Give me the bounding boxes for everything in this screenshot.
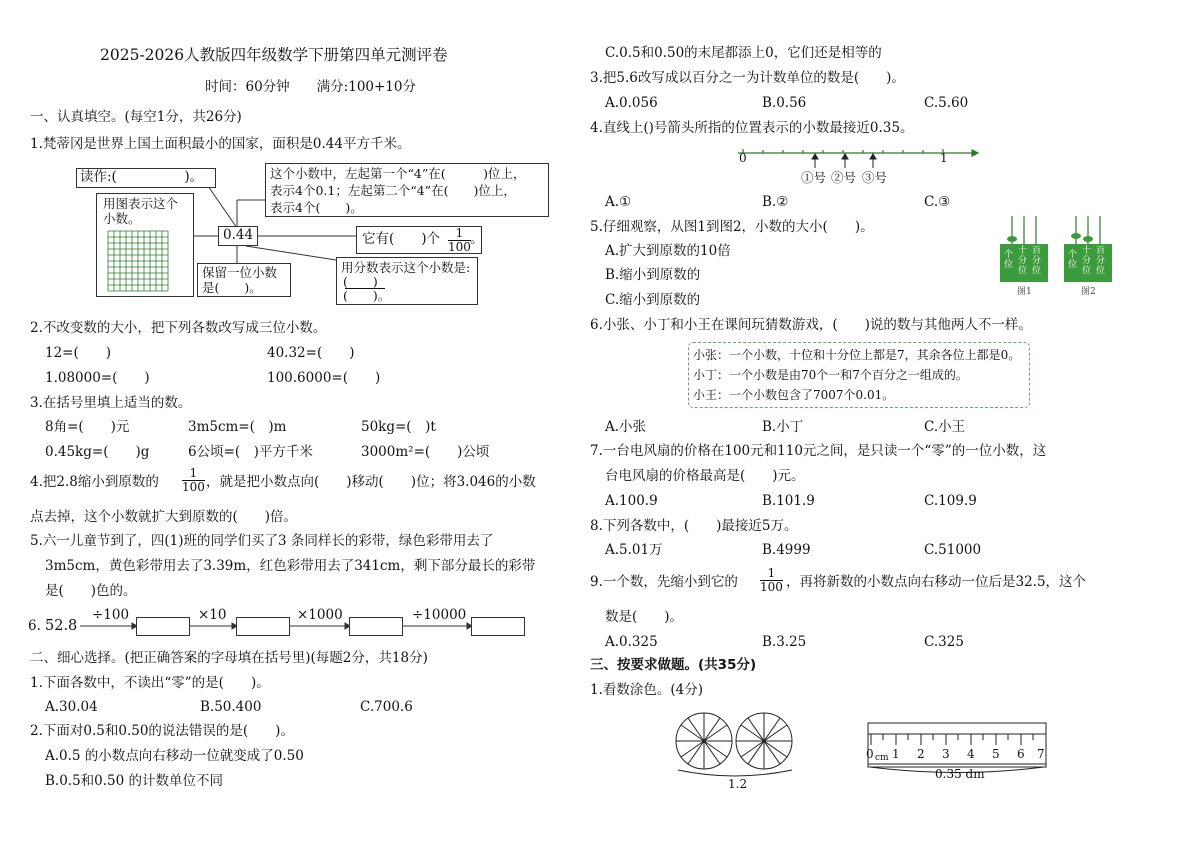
arrow-label-1: ①号 <box>801 170 827 185</box>
ruler-tick-7: 7 <box>1037 747 1045 761</box>
s2-q6-option-c: C.小王 <box>924 419 966 435</box>
q2-text: 2.不改变数的大小，把下列各数改写成三位小数。 <box>30 320 327 336</box>
s2-q7-option-c: C.109.9 <box>924 493 977 509</box>
s2-q9-part-1: 9.一个数，先缩小到它的 <box>590 574 738 590</box>
q3-text: 3.在括号里填上适当的数。 <box>30 395 192 411</box>
ruler-tick-4: 4 <box>967 747 975 761</box>
q4-part-2: ，就是把小数点向( )移动( )位；将3.046的小数 <box>206 474 536 490</box>
q2-item-1: 12=( ) <box>45 345 112 361</box>
q3-item-3: 50kg=( )t <box>361 419 436 435</box>
s2-q3-text: 3.把5.6改写成以百分之一为计数单位的数是( )。 <box>590 70 905 86</box>
statement-ding: 小丁：一个小数是由70个一和7个百分之一组成的。 <box>693 368 968 382</box>
s2-q8-option-a: A.5.01万 <box>605 542 663 558</box>
fraction-line-1: 用分数表示这个小数是: <box>341 260 471 275</box>
ruler-tick-2: 2 <box>917 747 925 761</box>
s2-q8-text: 8.下列各数中，( )最接近5万。 <box>590 518 798 534</box>
statement-wang: 小王：一个小数包含了7007个0.01。 <box>693 388 895 402</box>
q3-item-2: 3m5cm=( )m <box>188 419 287 435</box>
keep-line-2: 是( )。 <box>202 280 262 295</box>
arrow-label-3: ③号 <box>862 170 888 185</box>
s2-q3-option-c: C.5.60 <box>924 95 969 111</box>
abacus1-col-tenths: 十分位 <box>1018 246 1028 276</box>
q2-item-4: 100.6000=( ) <box>267 370 381 386</box>
s3-q1-text: 1.看数涂色。(4分) <box>590 682 704 698</box>
s2-q9-line-2: 数是( )。 <box>605 609 684 625</box>
q5-line-3: 是( )色的。 <box>45 583 137 599</box>
s2-q1-option-c: C.700.6 <box>360 699 413 715</box>
s2-q7-line-1: 7.一台电风扇的价格在100元和110元之间，是只读一个“零”的一位小数，这 <box>590 443 1047 459</box>
q2-item-2: 40.32=( ) <box>267 345 355 361</box>
s2-q1-option-b: B.50.400 <box>200 699 262 715</box>
abacus1-col-ones: 个位 <box>1004 250 1014 270</box>
section-3-heading: 三、按要求做题。(共35分) <box>590 657 757 673</box>
abacus2-col-hundredths: 百分位 <box>1096 246 1106 276</box>
read-text: 读作:( )。 <box>80 169 204 185</box>
s2-q6-option-b: B.小丁 <box>762 419 804 435</box>
s2-q9-option-c: C.325 <box>924 634 964 650</box>
s2-q1-text: 1.下面各数中，不读出“零”的是( )。 <box>30 675 270 691</box>
q6-op-4: ÷10000 <box>412 607 467 623</box>
s2-q7-line-2: 台电风扇的价格最高是( )元。 <box>605 468 805 484</box>
ruler-tick-5: 5 <box>992 747 1000 761</box>
digits-line-1: 这个小数中，左起第一个“4”在( )位上， <box>270 166 526 181</box>
fraction-numerator: ( ) <box>343 274 378 289</box>
fraction-denominator: ( )。 <box>343 288 391 303</box>
s2-q5-option-b: B.缩小到原数的 <box>605 267 701 283</box>
grid-label: 用图表示这个小数。 <box>103 196 179 226</box>
has-units-fraction: $\frac{1}{100}$ <box>448 226 471 254</box>
q3-item-5: 6公顷=( )平方千米 <box>188 444 313 460</box>
abacus-caption-2: 图2 <box>1081 287 1096 297</box>
s2-q4-option-b: B.② <box>762 194 789 210</box>
s2-q4-option-c: C.③ <box>924 194 951 210</box>
digits-line-2: 表示4个0.1；左起第二个“4”在( )位上， <box>270 183 516 198</box>
s2-q9-option-b: B.3.25 <box>762 634 807 650</box>
keep-line-1: 保留一位小数 <box>202 265 278 280</box>
q6-op-1: ÷100 <box>92 607 130 623</box>
ruler-tick-6: 6 <box>1017 747 1025 761</box>
s2-q5-option-c: C.缩小到原数的 <box>605 292 701 308</box>
s2-q2-option-a: A.0.5 的小数点向右移动一位就变成了0.50 <box>45 748 304 764</box>
s2-q3-option-a: A.0.056 <box>605 95 658 111</box>
has-units-text: 它有( )个 <box>362 231 441 247</box>
s2-q8-option-b: B.4999 <box>762 542 811 558</box>
q4-fraction: $\frac{1}{100}$ <box>182 466 205 494</box>
abacus2-col-tenths: 十分位 <box>1082 246 1092 276</box>
page-title: 2025-2026人教版四年级数学下册第四单元测评卷 <box>100 46 448 64</box>
abacus1-col-hundredths: 百分位 <box>1032 246 1042 276</box>
q3-item-4: 0.45kg=( )g <box>45 444 150 460</box>
s2-q4-text: 4.直线上()号箭头所指的位置表示的小数最接近0.35。 <box>590 120 914 136</box>
ruler-tick-0: 0 <box>866 747 874 761</box>
q4-part-1: 4.把2.8缩小到原数的 <box>30 474 159 490</box>
ruler-tick-3: 3 <box>942 747 950 761</box>
s2-q7-option-a: A.100.9 <box>605 493 658 509</box>
ruler-tick-1: 1 <box>892 747 900 761</box>
s2-q8-option-c: C.51000 <box>924 542 982 558</box>
circle-value-label: 1.2 <box>728 777 748 791</box>
ruler-unit: cm <box>875 753 889 763</box>
section-1-heading: 一、认真填空。(每空1分，共26分) <box>30 109 242 125</box>
abacus2-col-ones: 个位 <box>1068 250 1078 270</box>
q4-line-2: 点去掉，这个小数就扩大到原数的( )倍。 <box>30 509 298 525</box>
s2-q4-option-a: A.① <box>605 194 632 210</box>
s2-q9-option-a: A.0.325 <box>605 634 658 650</box>
q6-op-3: ×1000 <box>297 607 343 623</box>
s2-q2-text: 2.下面对0.5和0.50的说法错误的是( )。 <box>30 723 294 739</box>
s2-q7-option-b: B.101.9 <box>762 493 815 509</box>
section-2-heading: 二、细心选择。(把正确答案的字母填在括号里)(每题2分，共18分) <box>30 650 428 666</box>
number-line-zero: 0 <box>739 151 747 165</box>
q6-op-2: ×10 <box>198 607 227 623</box>
statement-zhang: 小张：一个小数，十位和十分位上都是7，其余各位上都是0。 <box>693 348 1021 362</box>
q2-item-3: 1.08000=( ) <box>45 370 150 386</box>
s2-q2-option-b: B.0.5和0.50 的计数单位不同 <box>45 773 224 789</box>
q5-line-1: 5.六一儿童节到了，四(1)班的同学们买了3 条同样长的彩带，绿色彩带用去了 <box>30 533 494 549</box>
s2-q5-text: 5.仔细观察，从图1到图2，小数的大小( )。 <box>590 219 874 235</box>
s2-q6-text: 6.小张、小丁和小王在课间玩猜数游戏，( )说的数与其他两人不一样。 <box>590 317 1032 333</box>
exam-info: 时间：60分钟 满分:100+10分 <box>205 79 416 95</box>
s2-q9-part-2: ，再将新数的小数点向右移动一位后是32.5，这个 <box>786 574 1087 590</box>
s2-q9-fraction: $\frac{1}{100}$ <box>760 566 783 594</box>
number-line-one: 1 <box>940 151 948 165</box>
s2-q6-option-a: A.小张 <box>605 419 647 435</box>
center-number: 0.44 <box>223 227 254 243</box>
q1-text: 1.梵蒂冈是世界上国土面积最小的国家，面积是0.44平方千米。 <box>30 136 411 152</box>
q3-item-6: 3000m²=( )公顷 <box>361 444 490 460</box>
q6-start-number: 52.8 <box>45 618 78 634</box>
q5-line-2: 3m5cm，黄色彩带用去了3.39m，红色彩带用去了341cm，剩下部分最长的彩带 <box>45 558 536 574</box>
s2-q3-option-b: B.0.56 <box>762 95 807 111</box>
s2-q2-option-c: C.0.5和0.50的末尾都添上0，它们还是相等的 <box>605 45 882 61</box>
s2-q1-option-a: A.30.04 <box>45 699 98 715</box>
ruler-value-label: 0.35 dm <box>935 767 985 781</box>
abacus-caption-1: 图1 <box>1017 287 1032 297</box>
q6-label: 6. <box>28 618 41 634</box>
q3-item-1: 8角=( )元 <box>45 419 130 435</box>
arrow-label-2: ②号 <box>831 170 857 185</box>
digits-line-3: 表示4个( )。 <box>270 200 363 215</box>
s2-q5-option-a: A.扩大到原数的10倍 <box>605 243 731 259</box>
has-units-end: 。 <box>470 231 484 247</box>
